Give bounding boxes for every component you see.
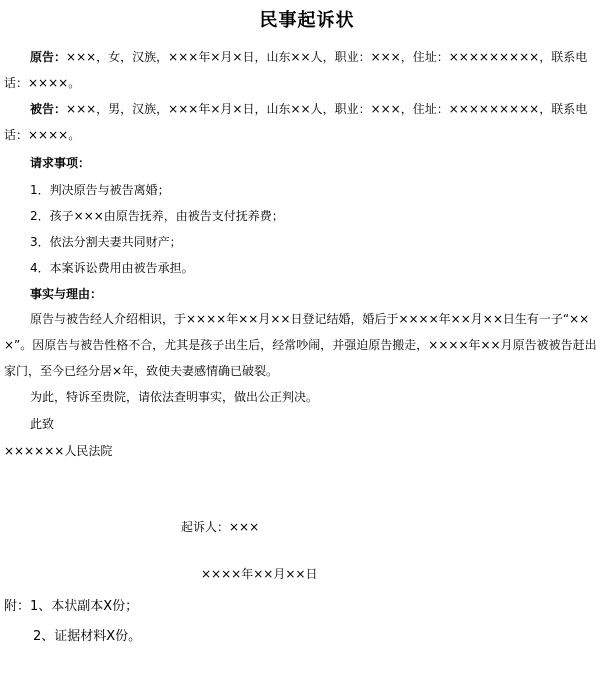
- claims-heading: 请求事项：: [30, 156, 91, 170]
- date-line: ××××年××月××日: [201, 567, 318, 581]
- claim-item: 1．判决原告与被告离婚；: [30, 183, 170, 197]
- defendant-paragraph: [4, 96, 608, 148]
- signature-line: 起诉人：×××: [181, 520, 260, 534]
- claim-item: 4．本案诉讼费用由被告承担。: [30, 261, 194, 275]
- facts-paragraph: 原告与被告经人介绍相识，于××××年××月××日登记结婚，婚后于××××年××月××日生有一子“×××”。因原告与被告性格不合，尤其是孩子出生后，经常吵闹，并强迫原告搬走，××××年××月原告被被告赶出家门，至今已经分居×年，致使夫妻感情确已破裂。: [4, 312, 597, 378]
- plaintiff-label: 原告：: [30, 50, 67, 64]
- claim-item: 3．依法分割夫妻共同财产；: [30, 235, 182, 249]
- salutation: 此致: [30, 417, 55, 431]
- facts-heading: 事实与理由：: [30, 287, 103, 301]
- defendant-label: 被告：: [30, 102, 67, 116]
- plaintiff-info: ×××，女，汉族，×××年×月×日，山东××人，职业：×××，住址：×××××××××，联系电话：××××。: [4, 50, 588, 90]
- attachment-item: 2、证据材料X份。: [33, 629, 142, 644]
- court-name: ××××××人民法院: [4, 444, 113, 458]
- attachment-item: 附：1、本状副本X份；: [4, 599, 139, 614]
- plaintiff-paragraph: [4, 44, 608, 96]
- document-title: 民事起诉状: [259, 10, 355, 31]
- claim-item: 2．孩子×××由原告抚养，由被告支付抚养费；: [30, 209, 284, 223]
- defendant-info: ×××，男，汉族，×××年×月×日，山东××人，职业：×××，住址：×××××××××，联系电话：××××。: [4, 102, 588, 142]
- closing-statement: 为此，特诉至贵院，请依法查明事实，做出公正判决。: [30, 390, 319, 404]
